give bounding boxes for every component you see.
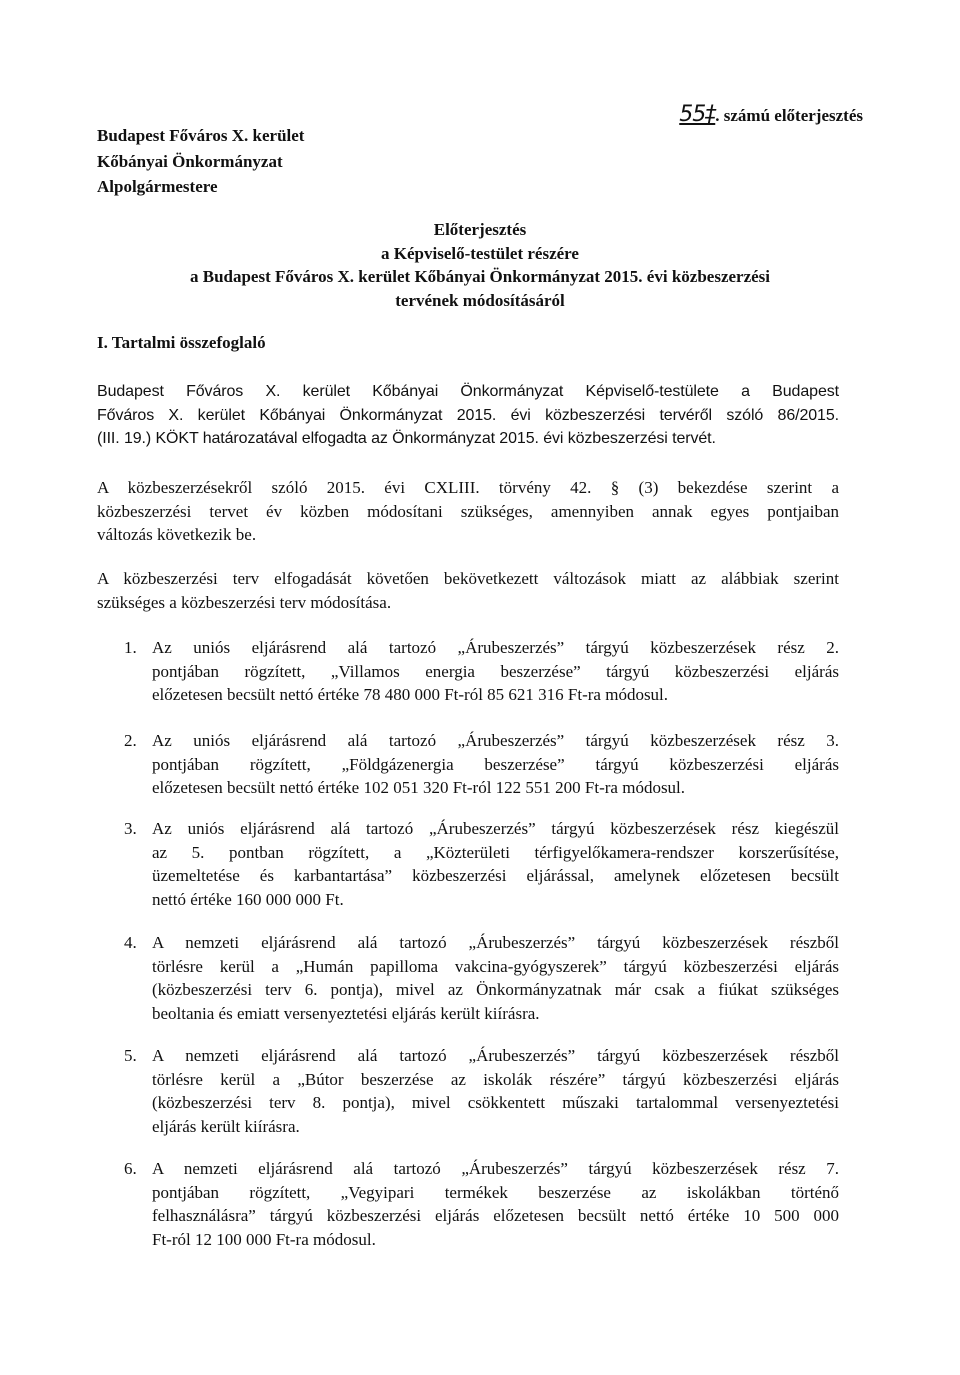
document-title bbox=[97, 218, 863, 312]
list-item-line: eljárás került kiírásra. bbox=[152, 1116, 300, 1136]
issuer-line-municipality: Kőbányai Önkormányzat bbox=[97, 151, 283, 171]
law-paragraph bbox=[97, 476, 839, 547]
list-item-text bbox=[152, 1044, 839, 1138]
list-item-line: (közbeszerzési terv 8. pontja), mivel csökkentett műszaki tartalommal versenyeztetési bbox=[152, 1093, 839, 1112]
list-item-line: pontjában rögzített, „Villamos energia beszerzése” tárgyú közbeszerzési eljárás bbox=[152, 661, 839, 681]
list-item-text bbox=[152, 817, 839, 911]
title-line-proposal: Előterjesztés bbox=[433, 220, 527, 239]
list-item-line: nettó értéke 160 000 000 Ft. bbox=[152, 889, 344, 909]
issuer-block bbox=[97, 123, 304, 200]
changes-line: A közbeszerzési terv elfogadását követően bekövetkezett változások miatt az alábbiak szerint bbox=[97, 569, 839, 588]
list-item-line: A nemzeti eljárásrend alá tartozó „Árubeszerzés” tárgyú közbeszerzések részből bbox=[152, 933, 839, 952]
issuer-line-district: Budapest Főváros X. kerület bbox=[97, 126, 305, 145]
list-item-line: előzetesen becsült nettó értéke 78 480 000 Ft-ról 85 621 316 Ft-ra módosul. bbox=[152, 685, 669, 704]
list-item-number: 6. bbox=[124, 1159, 137, 1178]
submission-number bbox=[679, 102, 863, 127]
list-item-text bbox=[152, 1157, 839, 1251]
list-item-number: 1. bbox=[124, 638, 137, 657]
list-item-line: pontjában rögzített, „Földgázenergia beszerzése” tárgyú közbeszerzési eljárás bbox=[152, 754, 839, 774]
list-item-number: 3. bbox=[124, 819, 137, 838]
list-item-line: Az uniós eljárásrend alá tartozó „Árubeszerzés” tárgyú közbeszerzések rész 3. bbox=[152, 731, 839, 750]
intro-line: Budapest Főváros X. kerület Kőbányai Önkormányzat Képviselő-testülete a Budapest bbox=[97, 383, 839, 400]
submission-number-suffix: . számú előterjesztés bbox=[715, 106, 863, 125]
list-item-line: Ft-ról 12 100 000 Ft-ra módosul. bbox=[152, 1229, 376, 1249]
title-line-subject: a Budapest Főváros X. kerület Kőbányai Önkormányzat 2015. évi közbeszerzési bbox=[189, 267, 771, 286]
law-line: közbeszerzési tervet év közben módosítani szükséges, amennyiben annak egyes pontjaiban bbox=[97, 501, 839, 521]
list-item-number: 4. bbox=[124, 933, 137, 952]
list-item-line: pontjában rögzített, „Vegyipari termékek beszerzése az iskolákban történő bbox=[152, 1182, 839, 1202]
title-line-recipient: a Képviselő-testület részére bbox=[381, 243, 579, 263]
title-line-subject-end: tervének módosításáról bbox=[395, 290, 565, 310]
changes-line: szükséges a közbeszerzési terv módosítása. bbox=[97, 592, 392, 612]
list-item-number: 5. bbox=[124, 1046, 137, 1065]
list-item-line: előzetesen becsült nettó értéke 102 051 320 Ft-ról 122 551 200 Ft-ra módosul. bbox=[152, 778, 686, 797]
list-item-line: törlésre kerül a „Bútor beszerzése az iskolák részére” tárgyú közbeszerzési eljárás bbox=[152, 1069, 839, 1089]
law-line: A közbeszerzésekről szóló 2015. évi CXLIII. törvény 42. § (3) bekezdése szerint a bbox=[97, 478, 839, 497]
list-item-line: felhasználásra” tárgyú közbeszerzési eljárás előzetesen becsült nettó értéke 10 500 000 bbox=[152, 1206, 839, 1225]
list-item-line: Az uniós eljárásrend alá tartozó „Árubeszerzés” tárgyú közbeszerzések rész kiegészül bbox=[152, 819, 839, 838]
list-item-line: az 5. pontban rögzített, a „Közterületi térfigyelőkamera-rendszer korszerűsítése, bbox=[152, 842, 839, 862]
list-item-text bbox=[152, 931, 839, 1025]
list-item-line: üzemeltetése és karbantartása” közbeszerzési eljárással, amelynek előzetesen becsült bbox=[152, 866, 839, 885]
changes-paragraph bbox=[97, 567, 839, 614]
list-item-line: A nemzeti eljárásrend alá tartozó „Árubeszerzés” tárgyú közbeszerzések rész 7. bbox=[152, 1159, 839, 1178]
list-item-text bbox=[152, 729, 839, 800]
list-item-line: beoltania és emiatt versenyeztetési eljárás került kiírásra. bbox=[152, 1003, 540, 1023]
intro-paragraph bbox=[97, 380, 839, 451]
handwritten-number: 55‡ bbox=[679, 102, 716, 127]
list-item-line: Az uniós eljárásrend alá tartozó „Árubeszerzés” tárgyú közbeszerzések rész 2. bbox=[152, 638, 839, 657]
law-line: változás következik be. bbox=[97, 525, 257, 544]
list-item-text bbox=[152, 636, 839, 707]
list-item-line: törlésre kerül a „Humán papilloma vakcina-gyógyszerek” tárgyú közbeszerzési eljárás bbox=[152, 956, 839, 976]
section-heading: I. Tartalmi összefoglaló bbox=[97, 333, 266, 352]
intro-line: Főváros X. kerület Kőbányai Önkormányzat 2015. évi közbeszerzési tervéről szóló 86/2015. bbox=[97, 406, 839, 424]
intro-line: (III. 19.) KÖKT határozatával elfogadta az Önkormányzat 2015. évi közbeszerzési tervét. bbox=[97, 430, 716, 447]
list-item-line: A nemzeti eljárásrend alá tartozó „Árubeszerzés” tárgyú közbeszerzések részből bbox=[152, 1046, 839, 1065]
list-item-line: (közbeszerzési terv 6. pontja), mivel az Önkormányzatnak már csak a fiúkat szükséges bbox=[152, 980, 839, 999]
issuer-line-office: Alpolgármestere bbox=[97, 177, 218, 196]
list-item-number: 2. bbox=[124, 731, 137, 750]
